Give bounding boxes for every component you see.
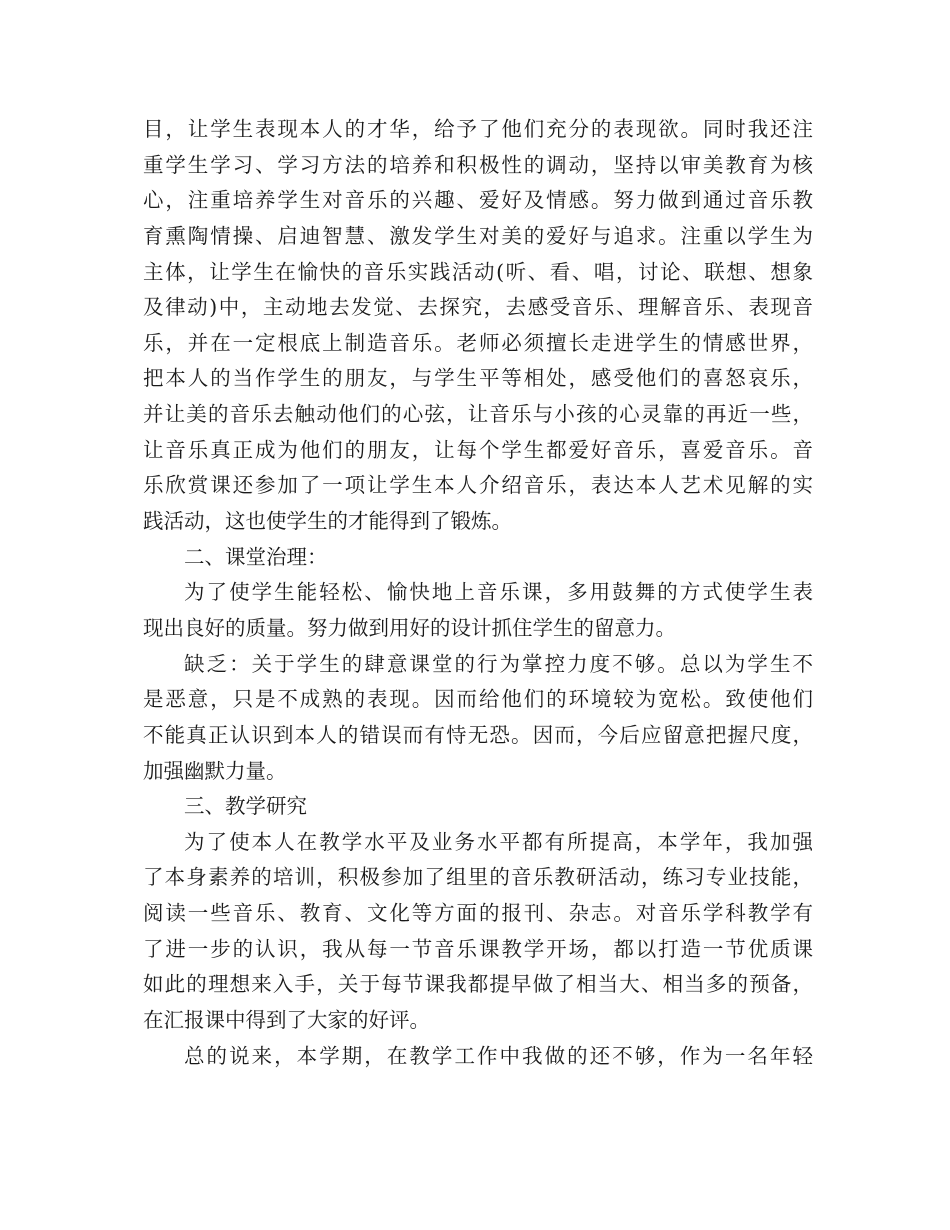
text-line: 三、教学研究	[184, 794, 307, 819]
text-line: 是恶意，只是不成熟的表现。因而给他们的环境较为宽松。致使他们	[143, 687, 813, 712]
text-line: 并让美的音乐去触动他们的心弦，让音乐与小孩的心灵靠的再近一些，	[143, 402, 813, 427]
text-line: 及律动)中，主动地去发觉、去探究，去感受音乐、理解音乐、表现音	[143, 295, 813, 320]
text-line: 缺乏：关于学生的肆意课堂的行为掌控力度不够。总以为学生不	[184, 651, 813, 676]
text-line: 加强幽默力量。	[143, 758, 287, 783]
text-line: 重学生学习、学习方法的培养和积极性的调动，坚持以审美教育为核	[143, 152, 813, 177]
text-line: 现出良好的质量。努力做到用好的设计抓住学生的留意力。	[143, 615, 676, 640]
text-line: 主体，让学生在愉快的音乐实践活动(听、看、唱，讨论、联想、想象	[143, 259, 813, 284]
text-line: 阅读一些音乐、教育、文化等方面的报刊、杂志。对音乐学科教学有	[143, 901, 813, 926]
text-line: 二、课堂治理：	[184, 544, 328, 569]
text-line: 为了使学生能轻松、愉快地上音乐课，多用鼓舞的方式使学生表	[184, 580, 813, 605]
text-line: 了进一步的认识，我从每一节音乐课教学开场，都以打造一节优质课	[143, 936, 813, 961]
text-line: 让音乐真正成为他们的朋友，让每个学生都爱好音乐，喜爱音乐。音	[143, 437, 813, 462]
text-line: 总的说来，本学期，在教学工作中我做的还不够，作为一名年轻	[184, 1043, 813, 1068]
text-line: 育熏陶情操、启迪智慧、激发学生对美的爱好与追求。注重以学生为	[143, 223, 813, 248]
text-line: 心，注重培养学生对音乐的兴趣、爱好及情感。努力做到通过音乐教	[143, 188, 813, 213]
text-line: 乐欣赏课还参加了一项让学生本人介绍音乐，表达本人艺术见解的实	[143, 473, 813, 498]
text-line: 践活动，这也使学生的才能得到了锻炼。	[143, 509, 512, 534]
text-line: 为了使本人在教学水平及业务水平都有所提高，本学年，我加强	[184, 829, 813, 854]
document-body	[143, 112, 813, 1074]
text-line: 如此的理想来入手，关于每节课我都提早做了相当大、相当多的预备，	[143, 972, 813, 997]
text-line: 不能真正认识到本人的错误而有恃无恐。因而，今后应留意把握尺度，	[143, 722, 813, 747]
text-line: 在汇报课中得到了大家的好评。	[143, 1008, 430, 1033]
text-line: 把本人的当作学生的朋友，与学生平等相处，感受他们的喜怒哀乐，	[143, 366, 813, 391]
text-line: 目，让学生表现本人的才华，给予了他们充分的表现欲。同时我还注	[143, 117, 813, 141]
text-line: 了本身素养的培训，积极参加了组里的音乐教研活动，练习专业技能，	[143, 865, 813, 890]
text-line: 乐，并在一定根底上制造音乐。老师必须擅长走进学生的情感世界，	[143, 330, 813, 355]
